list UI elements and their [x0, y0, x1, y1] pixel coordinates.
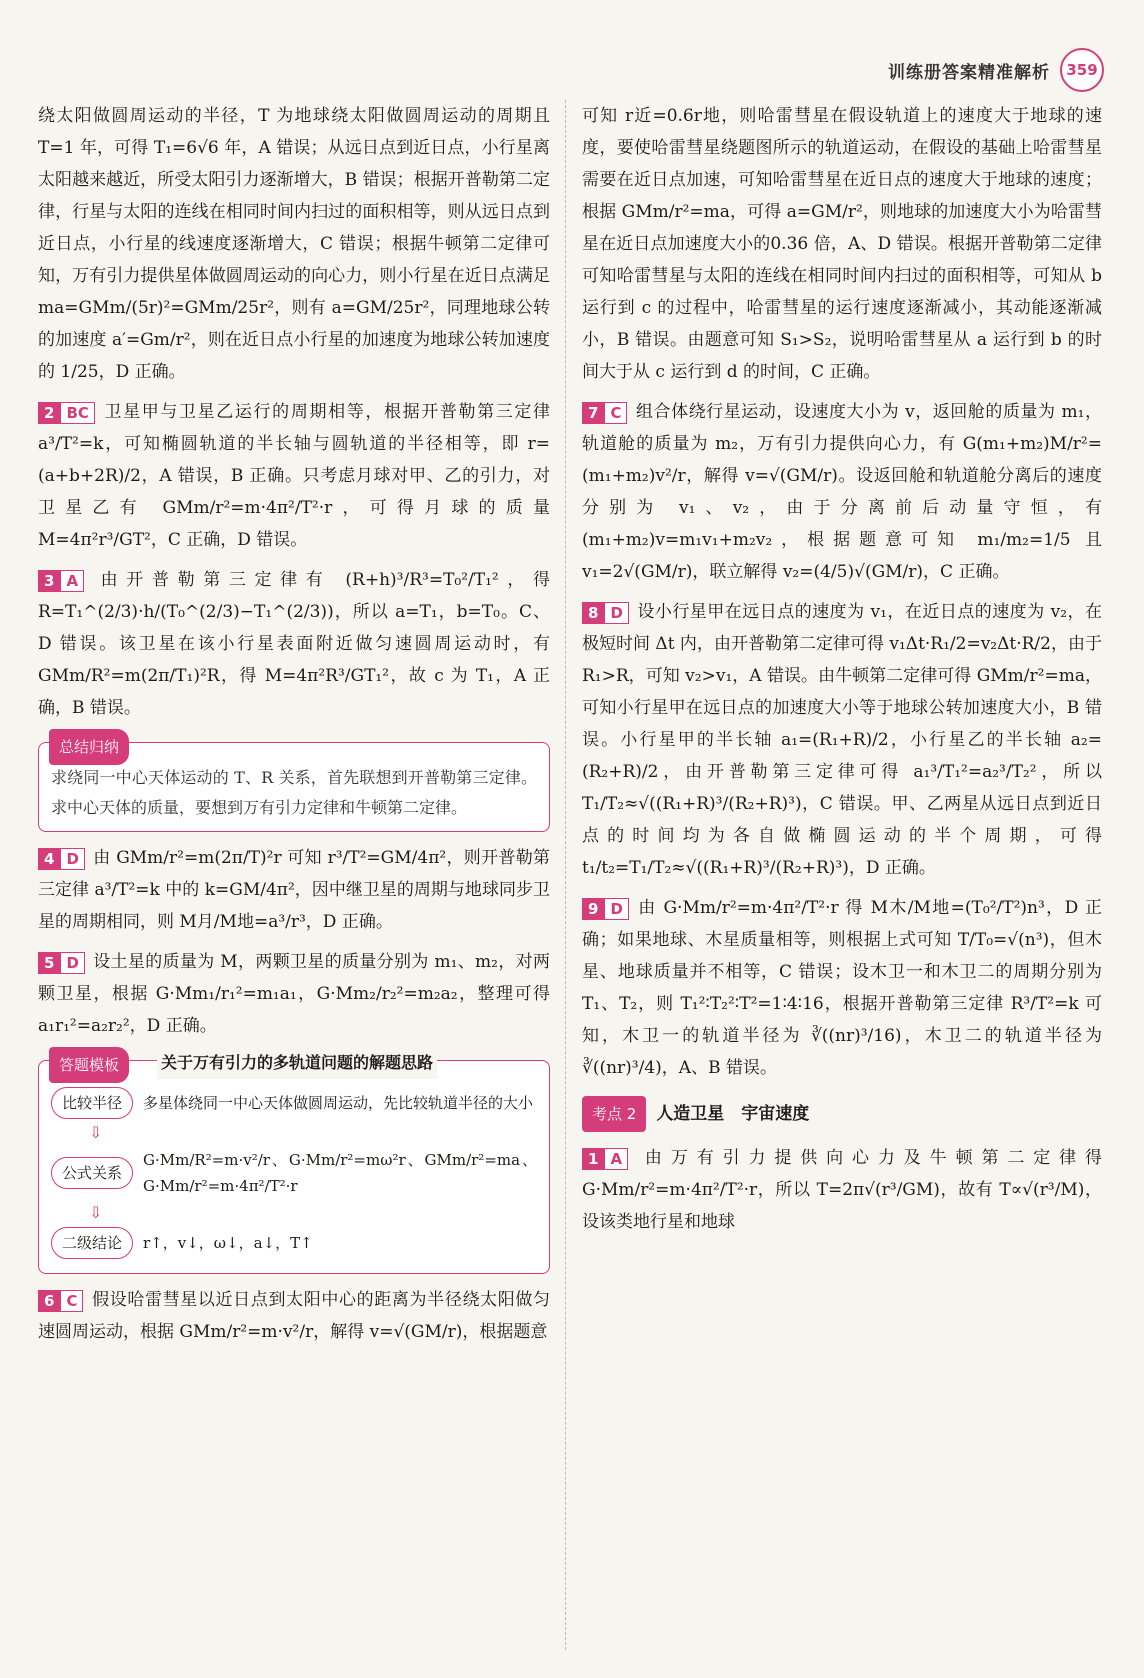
question-10-text: 由万有引力提供向心力及牛顿第二定律得 G·Mm/r²=m·4π²/T²·r，所以 T=2π√(r³/GM)，故有 T∝√(r³/M)，设该类地行星和地球	[582, 1148, 1102, 1232]
template-title: 关于万有引力的多轨道问题的解题思路	[157, 1047, 437, 1079]
question-9-text: 由 G·Mm/r²=m·4π²/T²·r 得 M木/M地=(T₀²/T²)n³，D 正确；如果地球、木星质量相等，则根据上式可知 T/T₀=√(n³)，但木星、地球质量并不相等，C 错误；设木卫一和木卫二的周期分别为 T₁、T₂，则 T₁²∶T₂²∶T²=1∶4∶16，根据开普勒第三定律 R³/T²=k 可知，木卫一的轨道半径为 ∛((nr)³/16)，木卫二的轨道半径为 ∛((nr)³/4)，A、B 错误。	[582, 898, 1102, 1078]
solution-flow	[51, 1087, 537, 1259]
question-4	[38, 842, 550, 938]
question-number-badge: 8 D	[582, 602, 629, 624]
question-5-text: 设土星的质量为 M，两颗卫星的质量分别为 m₁、m₂，对两颗卫星，根据 G·Mm₁/r₁²=m₁a₁，G·Mm₂/r₂²=m₂a₂，整理可得 a₁r₁²=a₂r₂²，D 正确。	[38, 952, 550, 1036]
column-divider	[565, 100, 567, 1650]
question-6-text: 假设哈雷彗星以近日点到太阳中心的距离为半径绕太阳做匀速圆周运动，根据 GMm/r²=m·v²/r，解得 v=√(GM/r)，根据题意	[38, 1290, 550, 1342]
question-number-badge: 6 C	[38, 1290, 83, 1312]
flow-step-2-label: 公式关系	[51, 1157, 133, 1189]
question-number-badge: 3 A	[38, 570, 84, 592]
flow-step-3-label: 二级结论	[51, 1227, 133, 1259]
question-3	[38, 564, 550, 724]
question-8	[582, 596, 1102, 884]
page-header	[888, 48, 1104, 92]
right-paragraph-1: 可知 r近=0.6r地，则哈雷彗星在假设轨道上的速度大于地球的速度，要使哈雷彗星绕题图所示的轨道运动，在假设的基础上哈雷彗星需要在近日点加速，可知哈雷彗星在近日点的速度大于地球的速度；根据 GMm/r²=ma，可得 a=GM/r²，则地球的加速度大小为哈雷彗星在近日点加速度大小的0.36 倍，A、D 错误。根据开普勒第二定律可知哈雷彗星与太阳的连线在相同时间内扫过的面积相等，可知从 b 运行到 c 的过程中，哈雷彗星的运行速度逐渐减小，其动能逐渐减小，B 错误。由题意可知 S₁>S₂，说明哈雷彗星从 a 运行到 b 的时间大于从 c 运行到 d 的时间，C 正确。	[582, 106, 1102, 382]
question-3-text: 由开普勒第三定律有 (R+h)³/R³=T₀²/T₁²，得 R=T₁^(2/3)·h/(T₀^(2/3)−T₁^(2/3))，所以 a=T₁，b=T₀。C、D 错误。该卫星在该小行星表面附近做匀速圆周运动时，有 GMm/R²=m(2π/T₁)²R，得 M=4π²R³/GT₁²，故 c 为 T₁，A 正确，B 错误。	[38, 570, 550, 718]
header-title: 训练册答案精准解析	[888, 62, 1050, 83]
flow-step-2	[51, 1147, 537, 1199]
question-number-badge: 4 D	[38, 848, 85, 870]
flow-step-2-text: G·Mm/R²=m·v²/r、G·Mm/r²=mω²r、GMm/r²=ma、G·Mm/r²=m·4π²/T²·r	[143, 1151, 537, 1195]
question-2	[38, 396, 550, 556]
left-paragraph-1: 绕太阳做圆周运动的半径，T 为地球绕太阳做圆周运动的周期且 T=1 年，可得 T₁=6√6 年，A 错误；从远日点到近日点，小行星离太阳越来越近，所受太阳引力逐渐增大，B 错误；根据开普勒第二定律，行星与太阳的连线在相同时间内扫过的面积相等，则从远日点到近日点，小行星的线速度逐渐增大，C 错误；根据牛顿第二定律可知，万有引力提供星体做圆周运动的向心力，则小行星在近日点满足 ma=GMm/(5r)²=GMm/25r²，则有 a=GM/25r²，同理地球公转的加速度 a′=Gm/r²，则在近日点小行星的加速度为地球公转加速度的 1/25，D 正确。	[38, 106, 550, 382]
question-number-badge: 2 BC	[38, 402, 95, 424]
section-tag: 考点 2	[582, 1096, 646, 1132]
section-heading	[582, 1096, 1102, 1132]
arrow-down-icon: ⇩	[89, 1203, 103, 1222]
question-2-text: 卫星甲与卫星乙运行的周期相等，根据开普勒第三定律 a³/T²=k，可知椭圆轨道的半长轴与圆轨道的半径相等，即 r=(a+b+2R)/2，A 错误，B 正确。只考虑月球对甲、乙的引力，对卫星乙有 GMm/r²=m·4π²/T²·r，可得月球的质量 M=4π²r³/GT²，C 正确，D 错误。	[38, 402, 550, 550]
summary-tag: 总结归纳	[49, 729, 129, 765]
flow-step-1-label: 比较半径	[51, 1087, 133, 1119]
question-7	[582, 396, 1102, 588]
flow-step-3	[51, 1227, 537, 1259]
page-number: 359	[1060, 48, 1104, 92]
flow-step-1-text: 多星体绕同一中心天体做圆周运动，先比较轨道半径的大小	[143, 1094, 534, 1112]
left-column	[38, 100, 550, 1660]
question-8-text: 设小行星甲在远日点的速度为 v₁，在近日点的速度为 v₂，在极短时间 Δt 内，由开普勒第二定律可得 v₁Δt·R₁/2=v₂Δt·R/2，由于 R₁>R，可知 v₂>v₁，A 错误。由牛顿第二定律可得 GMm/r²=ma，可知小行星甲在远日点的加速度大小等于地球公转加速度大小，B 错误。小行星甲的半长轴 a₁=(R₁+R)/2，小行星乙的半长轴 a₂=(R₂+R)/2，由开普勒第三定律可得 a₁³/T₁²=a₂³/T₂²，所以 T₁/T₂≈√((R₁+R)³/(R₂+R)³)，C 错误。甲、乙两星从远日点到近日点的时间均为各自做椭圆运动的半个周期，可得 t₁/t₂=T₁/T₂≈√((R₁+R)³/(R₂+R)³)，D 正确。	[582, 602, 1102, 878]
question-10	[582, 1142, 1102, 1238]
template-box	[38, 1053, 550, 1274]
question-number-badge: 7 C	[582, 402, 627, 424]
summary-box	[38, 738, 550, 832]
flow-step-1	[51, 1087, 537, 1119]
section-title: 人造卫星 宇宙速度	[656, 1104, 810, 1124]
question-4-text: 由 GMm/r²=m(2π/T)²r 可知 r³/T²=GM/4π²，则开普勒第三定律 a³/T²=k 中的 k=GM/4π²，因中继卫星的周期与地球同步卫星的周期相同，则 M月/M地=a³/r³，D 正确。	[38, 848, 550, 932]
question-number-badge: 1 A	[582, 1148, 628, 1170]
summary-text: 求绕同一中心天体运动的 T、R 关系，首先联想到开普勒第三定律。求中心天体的质量，要想到万有引力定律和牛顿第二定律。	[51, 768, 537, 817]
flow-step-3-text: r↑，v↓，ω↓，a↓，T↑	[143, 1234, 313, 1252]
question-6	[38, 1284, 550, 1348]
question-7-text: 组合体绕行星运动，设速度大小为 v，返回舱的质量为 m₁，轨道舱的质量为 m₂，万有引力提供向心力，有 G(m₁+m₂)M/r²=(m₁+m₂)v²/r，解得 v=√(GM/r)。设返回舱和轨道舱分离后的速度分别为 v₁、v₂，由于分离前后动量守恒，有 (m₁+m₂)v=m₁v₁+m₂v₂，根据题意可知 m₁/m₂=1/5 且 v₁=2√(GM/r)，联立解得 v₂=(4/5)√(GM/r)，C 正确。	[582, 402, 1102, 582]
question-5	[38, 946, 550, 1042]
question-number-badge: 9 D	[582, 898, 629, 920]
question-9	[582, 892, 1102, 1084]
arrow-down-icon: ⇩	[89, 1123, 103, 1142]
right-column	[582, 100, 1102, 1660]
question-number-badge: 5 D	[38, 952, 85, 974]
template-tag: 答题模板	[49, 1047, 129, 1083]
